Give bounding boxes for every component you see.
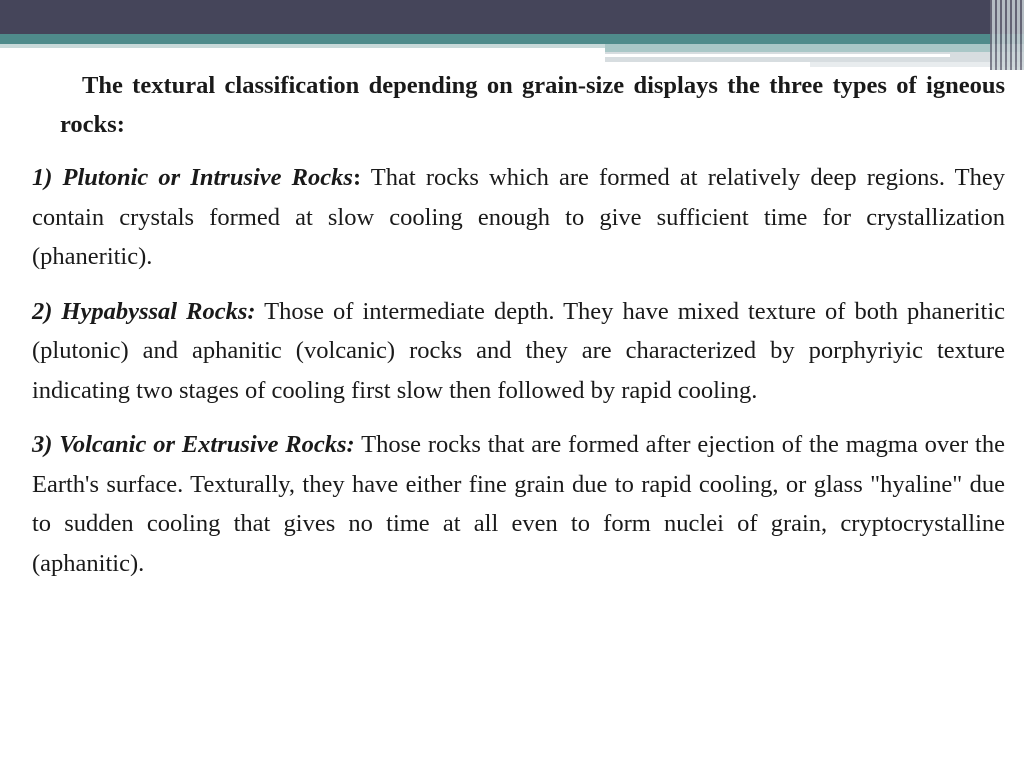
rock-type-plutonic [32, 158, 1005, 277]
rock-type-description: Those rocks that are formed after ejection of the magma over the Earth's surface. Texturally, they have either fine grain due to rapid cooling, or glass "hyaline" due to sudden cooling that gives no time at all even to form nuclei of grain, cryptocrystalline (aphanitic). [32, 431, 1005, 577]
intro-paragraph: The textural classification depending on grain-size displays the three types of igneous rocks: [60, 72, 1005, 138]
header-stripes-decoration [990, 0, 1024, 70]
rock-type-colon: : [352, 164, 362, 191]
header-band-dark [0, 0, 1024, 34]
rock-type-term: 2) Hypabyssal Rocks: [32, 297, 256, 325]
rock-type-hypabyssal [32, 292, 1005, 411]
slide-content [32, 66, 1005, 598]
rock-type-volcanic [32, 425, 1005, 583]
rock-type-description: Those of intermediate depth. They have mixed texture of both phaneritic (plutonic) and aphanitic (volcanic) rocks and they are characterized by porphyriyic texture indicating two stages of cooling first slow then followed by rapid cooling. [32, 297, 1005, 404]
header-band-right-light [605, 44, 1024, 52]
rock-type-term: 1) Plutonic or Intrusive Rocks [32, 164, 353, 191]
rock-type-description: That rocks which are formed at relatively deep regions. They contain crystals formed at slow cooling enough to give sufficient time for crystallization (phaneritic). [32, 164, 1005, 270]
header-band-light [0, 44, 605, 48]
rock-type-term: 3) Volcanic or Extrusive Rocks: [32, 431, 355, 458]
header-band-teal [0, 34, 1024, 44]
header-band-right-highlight [605, 54, 950, 57]
